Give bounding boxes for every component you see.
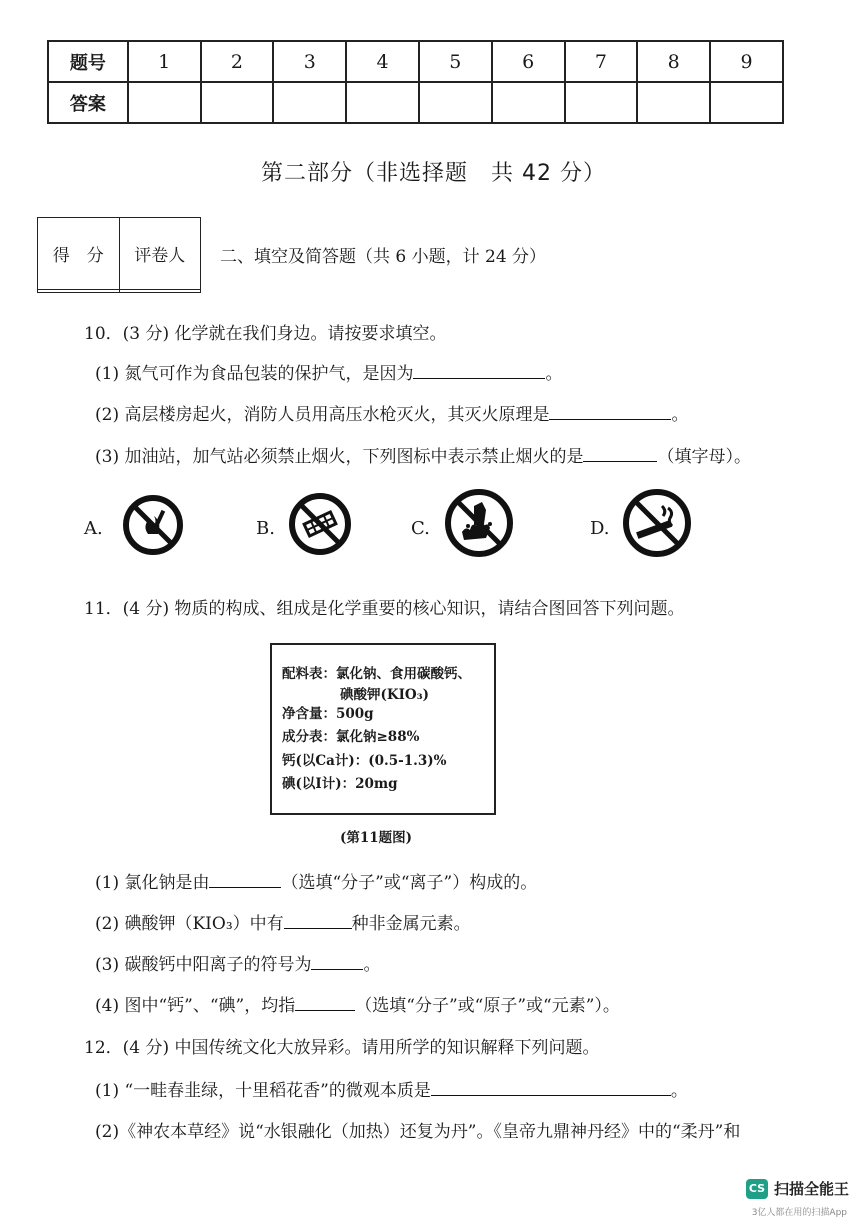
label-line: 钙(以Ca计)：(0.5-1.3)%: [282, 752, 447, 769]
answer-cell[interactable]: [273, 82, 346, 123]
question-number-cell: 1: [128, 41, 201, 82]
q11-part1-text: (1) 氯化钠是由: [95, 873, 210, 893]
q11-part1-blank[interactable]: [209, 870, 281, 888]
answer-cell[interactable]: [710, 82, 783, 123]
q11-part1: [95, 868, 537, 893]
q10-part2: [95, 400, 688, 425]
part-heading: 二、填空及简答题（共 6 小题，计 24 分）: [220, 247, 547, 267]
answer-table: [47, 40, 784, 124]
q12-part1: [95, 1076, 688, 1101]
no-fireworks-icon: [288, 492, 352, 556]
question-number-cell: 9: [710, 41, 783, 82]
grader-cell[interactable]: [119, 290, 201, 293]
scanner-logo-icon: CS: [746, 1179, 768, 1199]
q10-part3: [95, 442, 751, 467]
score-table: [37, 217, 201, 293]
answer-cell[interactable]: [492, 82, 565, 123]
question-number-cell: 4: [346, 41, 419, 82]
answer-cell[interactable]: [128, 82, 201, 123]
figure-caption: (第11题图): [340, 830, 413, 846]
ingredient-label: [270, 643, 496, 815]
q10-part3-blank[interactable]: [583, 444, 657, 462]
score-header: 得 分: [38, 218, 120, 290]
q11-part2-text: (2) 碘酸钾（KIO₃）中有: [95, 914, 284, 934]
option-c-label: C.: [411, 518, 430, 539]
question-number-cell: 8: [637, 41, 710, 82]
q11-part2-blank[interactable]: [284, 911, 352, 929]
question-number-header: 题号: [48, 41, 128, 82]
q11-part3-blank[interactable]: [311, 952, 363, 970]
q11-part3-text: (3) 碳酸钙中阳离子的符号为: [95, 955, 312, 975]
option-d-label: D.: [590, 518, 610, 539]
no-smoking-icon: [622, 488, 692, 558]
score-cell[interactable]: [38, 290, 120, 293]
option-b-label: B.: [256, 518, 275, 539]
q12-stem: 12．(4 分) 中国传统文化大放异彩。请用所学的知识解释下列问题。: [84, 1038, 600, 1058]
answer-header: 答案: [48, 82, 128, 123]
answer-cell[interactable]: [346, 82, 419, 123]
q11-part4-end: （选填“分子”或“原子”或“元素”）。: [355, 996, 620, 1016]
q11-stem: 11．(4 分) 物质的构成、组成是化学重要的核心知识，请结合图回答下列问题。: [84, 599, 685, 619]
q10-stem: 10．(3 分) 化学就在我们身边。请按要求填空。: [84, 324, 447, 344]
q10-part3-end: （填字母）。: [657, 447, 751, 467]
answer-table-answer-row: [48, 82, 783, 123]
q10-part1: [95, 359, 562, 384]
question-number-cell: 7: [565, 41, 638, 82]
scanner-brand-name: 扫描全能王: [773, 1180, 849, 1198]
label-line: 成分表：氯化钠≥88%: [282, 729, 420, 745]
question-number-cell: 2: [201, 41, 274, 82]
scanner-watermark: [746, 1178, 849, 1199]
label-line: 碘(以I计)：20mg: [282, 776, 398, 792]
q12-part1-blank[interactable]: [431, 1078, 671, 1096]
grader-header: 评卷人: [119, 218, 201, 290]
option-a-label: A.: [84, 518, 103, 539]
q10-part2-text: (2) 高层楼房起火，消防人员用高压水枪灭火，其灭火原理是: [95, 405, 550, 425]
q11-part2: [95, 909, 471, 934]
no-burning-icon: [444, 488, 514, 558]
q11-part3: [95, 950, 380, 975]
q12-part1-end: 。: [670, 1081, 688, 1101]
q10-part2-blank[interactable]: [549, 402, 671, 420]
no-open-flame-icon: [122, 494, 184, 556]
q11-part3-end: 。: [363, 955, 381, 975]
q10-part1-blank[interactable]: [413, 361, 545, 379]
q12-part1-text: (1) “一畦春韭绿，十里稻花香”的微观本质是: [95, 1081, 431, 1101]
section-title: 第二部分（非选择题 共 42 分）: [261, 161, 606, 186]
q11-part4-blank[interactable]: [295, 993, 355, 1011]
label-line: 碘酸钾(KIO₃): [340, 686, 429, 703]
q10-part3-text: (3) 加油站，加气站必须禁止烟火，下列图标中表示禁止烟火的是: [95, 447, 584, 467]
question-number-cell: 6: [492, 41, 565, 82]
q11-part2-end: 种非金属元素。: [351, 914, 471, 934]
label-line: 净含量：500g: [282, 705, 374, 722]
answer-table-number-row: [48, 41, 783, 82]
answer-cell[interactable]: [637, 82, 710, 123]
q11-part1-end: （选填“分子”或“离子”）构成的。: [281, 873, 538, 893]
q10-part1-text: (1) 氮气可作为食品包装的保护气，是因为: [95, 364, 414, 384]
q12-part2: (2)《神农本草经》说“水银融化（加热）还复为丹”。《皇帝九鼎神丹经》中的“柔丹”和: [95, 1122, 741, 1142]
q10-part1-end: 。: [545, 364, 563, 384]
q11-part4: [95, 991, 620, 1016]
q10-part2-end: 。: [671, 405, 689, 425]
scanner-tagline: 3亿人都在用的扫描App: [751, 1208, 847, 1218]
answer-cell[interactable]: [201, 82, 274, 123]
answer-cell[interactable]: [419, 82, 492, 123]
answer-cell[interactable]: [565, 82, 638, 123]
question-number-cell: 5: [419, 41, 492, 82]
label-line: 配料表：氯化钠、食用碳酸钙、: [282, 666, 471, 682]
q11-part4-text: (4) 图中“钙”、“碘”，均指: [95, 996, 296, 1016]
question-number-cell: 3: [273, 41, 346, 82]
